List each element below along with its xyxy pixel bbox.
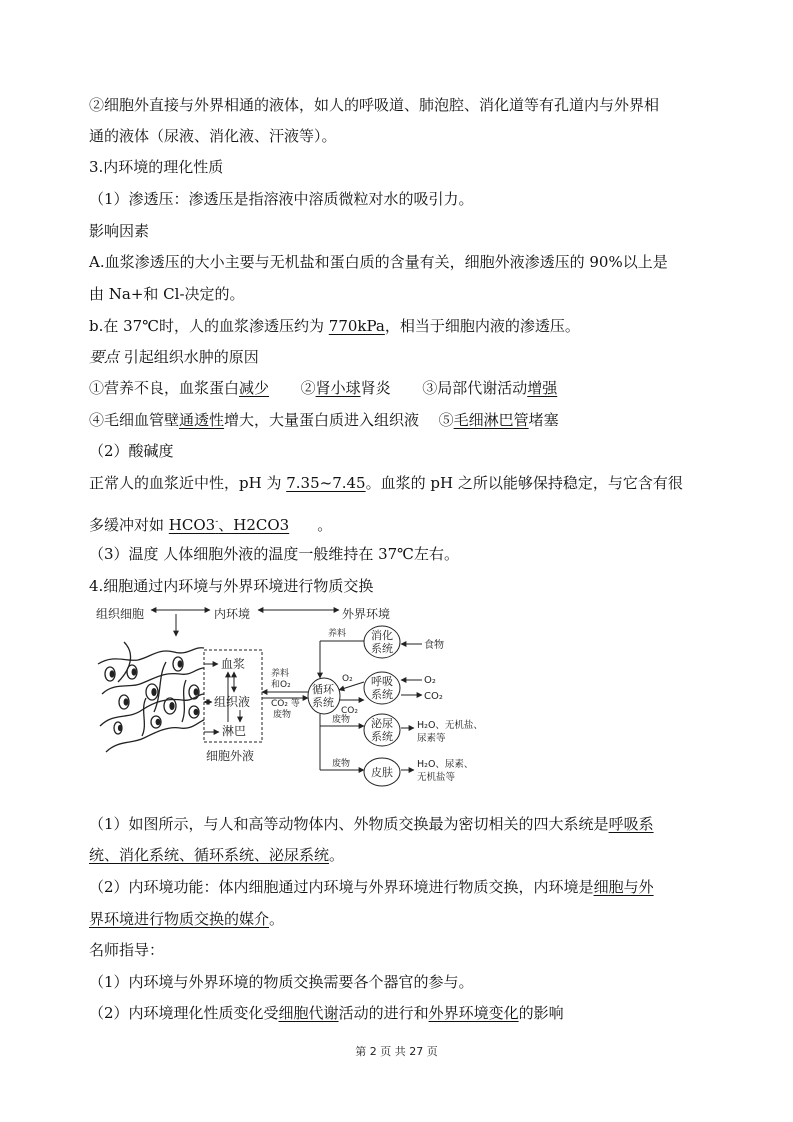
para-line: 通的液体（尿液、消化液、汗液等）。 bbox=[89, 127, 337, 145]
svg-text:系统: 系统 bbox=[371, 688, 393, 701]
svg-text:泌尿: 泌尿 bbox=[371, 717, 393, 730]
svg-text:循环: 循环 bbox=[312, 683, 334, 696]
para-line: （1）内环境与外界环境的物质交换需要各个器官的参与。 bbox=[89, 973, 474, 991]
para-line: b.在 37℃时，人的血浆渗透压约为 770kPa，相当于细胞内液的渗透压。 bbox=[89, 317, 580, 335]
para-line: （2）内环境理化性质变化受细胞代谢活动的进行和外界环境变化的影响 bbox=[89, 1004, 564, 1022]
para-line: 影响因素 bbox=[89, 222, 150, 240]
edema-causes-line: ①营养不良，血浆蛋白减少 ②肾小球肾炎 ③局部代谢活动增强 bbox=[89, 379, 558, 397]
svg-text:皮肤: 皮肤 bbox=[371, 766, 393, 779]
svg-text:无机盐等: 无机盐等 bbox=[417, 772, 456, 783]
tissue-cells-drawing bbox=[98, 642, 204, 752]
para-line: 统、消化系统、循环系统、泌尿系统。 bbox=[89, 846, 345, 864]
svg-text:系统: 系统 bbox=[371, 642, 393, 655]
key-point-label: 要点 bbox=[89, 348, 120, 366]
para-line: （2）内环境功能：体内细胞通过内环境与外界环境进行物质交换，内环境是细胞与外 bbox=[89, 878, 654, 896]
section-heading: 4.细胞通过内环境与外界环境进行物质交换 bbox=[89, 577, 374, 595]
para-line: 名师指导： bbox=[89, 941, 165, 959]
svg-text:CO₂ 等: CO₂ 等 bbox=[271, 699, 300, 709]
svg-text:和O₂: 和O₂ bbox=[271, 680, 291, 690]
label-lymph: 淋巴 bbox=[222, 724, 247, 738]
page-number: 第 2 页 共 27 页 bbox=[355, 1045, 438, 1058]
svg-text:H₂O、无机盐、: H₂O、无机盐、 bbox=[417, 720, 483, 731]
svg-text:废物: 废物 bbox=[273, 710, 292, 720]
section-heading: 3.内环境的理化性质 bbox=[89, 158, 224, 176]
para-line: A.血浆渗透压的大小主要与无机盐和蛋白质的含量有关，细胞外液渗透压的 90%以上是 bbox=[89, 253, 668, 271]
label-external-env: 外界环境 bbox=[342, 607, 391, 621]
para-line: （2）酸碱度 bbox=[89, 442, 174, 460]
para-line: 由 Na+和 Cl-决定的。 bbox=[89, 285, 245, 303]
key-point-line: 要点 引起组织水肿的原因 bbox=[89, 348, 259, 366]
svg-text:O₂: O₂ bbox=[424, 675, 436, 686]
svg-text:系统: 系统 bbox=[371, 730, 393, 743]
svg-text:养料: 养料 bbox=[328, 629, 347, 639]
svg-text:系统: 系统 bbox=[312, 696, 334, 709]
label-plasma: 血浆 bbox=[221, 657, 246, 671]
para-line: （3）温度 人体细胞外液的温度一般维持在 37℃左右。 bbox=[89, 545, 459, 563]
label-ecf: 细胞外液 bbox=[206, 749, 255, 763]
svg-text:废物: 废物 bbox=[332, 715, 351, 725]
svg-text:呼吸: 呼吸 bbox=[371, 675, 393, 688]
edema-causes-line: ④毛细血管壁通透性增大，大量蛋白质进入组织液 ⑤毛细淋巴管堵塞 bbox=[89, 411, 559, 429]
para-line: （1）如图所示，与人和高等动物体内、外物质交换最为密切相关的四大系统是呼吸系 bbox=[89, 815, 654, 833]
underlined-answer: 770kPa bbox=[328, 317, 385, 335]
svg-text:尿素等: 尿素等 bbox=[417, 733, 446, 744]
svg-text:H₂O、尿素、: H₂O、尿素、 bbox=[417, 759, 474, 770]
para-line: 多缓冲对如 HCO3-、H2CO3 。 bbox=[89, 516, 333, 534]
para-line: （1）渗透压：渗透压是指溶液中溶质微粒对水的吸引力。 bbox=[89, 190, 474, 208]
svg-text:食物: 食物 bbox=[424, 640, 444, 651]
svg-text:消化: 消化 bbox=[371, 629, 393, 642]
svg-text:废物: 废物 bbox=[332, 759, 351, 769]
material-exchange-diagram bbox=[96, 602, 483, 790]
para-line: 正常人的血浆近中性，pH 为 7.35~7.45。血浆的 pH 之所以能够保持稳定，与它含有很 bbox=[89, 474, 683, 492]
label-tissue-cells: 组织细胞 bbox=[96, 607, 145, 621]
para-line: ②细胞外直接与外界相通的液体，如人的呼吸道、肺泡腔、消化道等有孔道内与外界相 bbox=[89, 96, 660, 114]
svg-text:CO₂: CO₂ bbox=[424, 691, 443, 702]
label-internal-env: 内环境 bbox=[214, 607, 251, 621]
svg-text:养料: 养料 bbox=[271, 669, 290, 679]
para-line: 界环境进行物质交换的媒介。 bbox=[89, 910, 285, 928]
svg-text:O₂: O₂ bbox=[342, 674, 353, 684]
svg-text:CO₂: CO₂ bbox=[341, 706, 358, 716]
label-tissue-fluid: 组织液 bbox=[214, 695, 251, 709]
